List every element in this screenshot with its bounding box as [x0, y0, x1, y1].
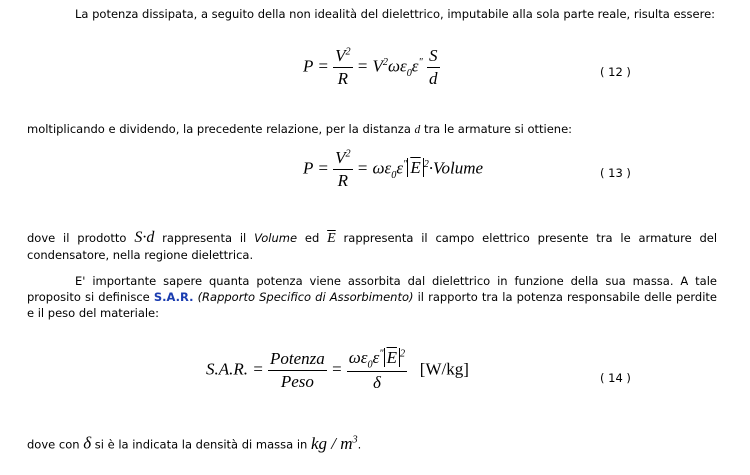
sar-text: E' importante sapere quanta potenza viene assorbita dal dielettrico in funzione della sua massa. A tale proposito si definisce	[27, 274, 717, 304]
variable-d: d	[414, 124, 421, 136]
paragraph-product	[27, 230, 717, 263]
paragraph-multiply-end: tra le armature si ottiene:	[423, 122, 573, 136]
paragraph-multiply-text: moltiplicando e dividendo, la precedente relazione, per la distanza	[27, 122, 411, 136]
sar-definition: (Rapporto Specifico di Assorbimento)	[197, 290, 414, 304]
unit-kg-m3: kg / $m^3$	[310, 433, 358, 453]
fraction-peso: Peso	[280, 372, 314, 392]
fraction-potenza: Potenza	[268, 349, 327, 371]
paragraph-density	[27, 432, 717, 453]
volume-term: Volume	[433, 158, 484, 178]
sar-term: S.A.R.	[153, 290, 194, 304]
paragraph-sar	[27, 273, 717, 321]
sar-text-b: il rapporto tra la potenza responsabile delle perdite e il peso del materiale:	[27, 290, 717, 320]
equation-14: S.A.R. = $\frac{\text{Potenza}}{\text{Peso}}$ = $\frac{\omega\varepsilon_0\varepsilon^" \overline{E} ^2}{\delta}$ [W/kg]	[206, 348, 469, 393]
equation-number-13: ( 13 )	[600, 166, 631, 180]
variable-delta: δ	[83, 433, 92, 453]
product-text-d: rappresenta il campo elettrico presente tra le armature del condensatore, nella regione dielettrica.	[27, 231, 718, 262]
equation-number-12: ( 12 )	[600, 65, 631, 79]
variable-E: $\overline{E}$	[327, 231, 336, 246]
paragraph-multiply	[27, 121, 717, 138]
product-text-c: ed	[304, 231, 320, 245]
equation-12: P = $\frac{V^2}{R}$ = $V^2\omega\varepsilon_0\varepsilon^"$ $\frac{S}{d}$	[303, 46, 438, 88]
volume-word: Volume	[254, 231, 298, 245]
equation-number-14: ( 14 )	[600, 371, 631, 385]
density-text-b: si è la indicata la densità di massa in	[94, 437, 308, 452]
product-text: dove il prodotto	[27, 231, 127, 245]
variable-sd: S·d	[134, 229, 155, 246]
sar-unit: [W/kg]	[419, 359, 469, 379]
density-end: .	[357, 437, 362, 452]
sar-symbol: S.A.R.	[206, 359, 249, 379]
density-text: dove con	[27, 437, 80, 452]
product-text-b: rappresenta il	[162, 231, 247, 245]
equation-13: P = $\frac{V^2}{R}$ = $\omega\varepsilon_0\varepsilon^"$ $\overline{E}$ $^2$·Volume	[303, 148, 484, 190]
paragraph-intro: La potenza dissipata, a seguito della non idealità del dielettrico, imputabile alla sola parte reale, risulta essere:	[75, 7, 716, 21]
